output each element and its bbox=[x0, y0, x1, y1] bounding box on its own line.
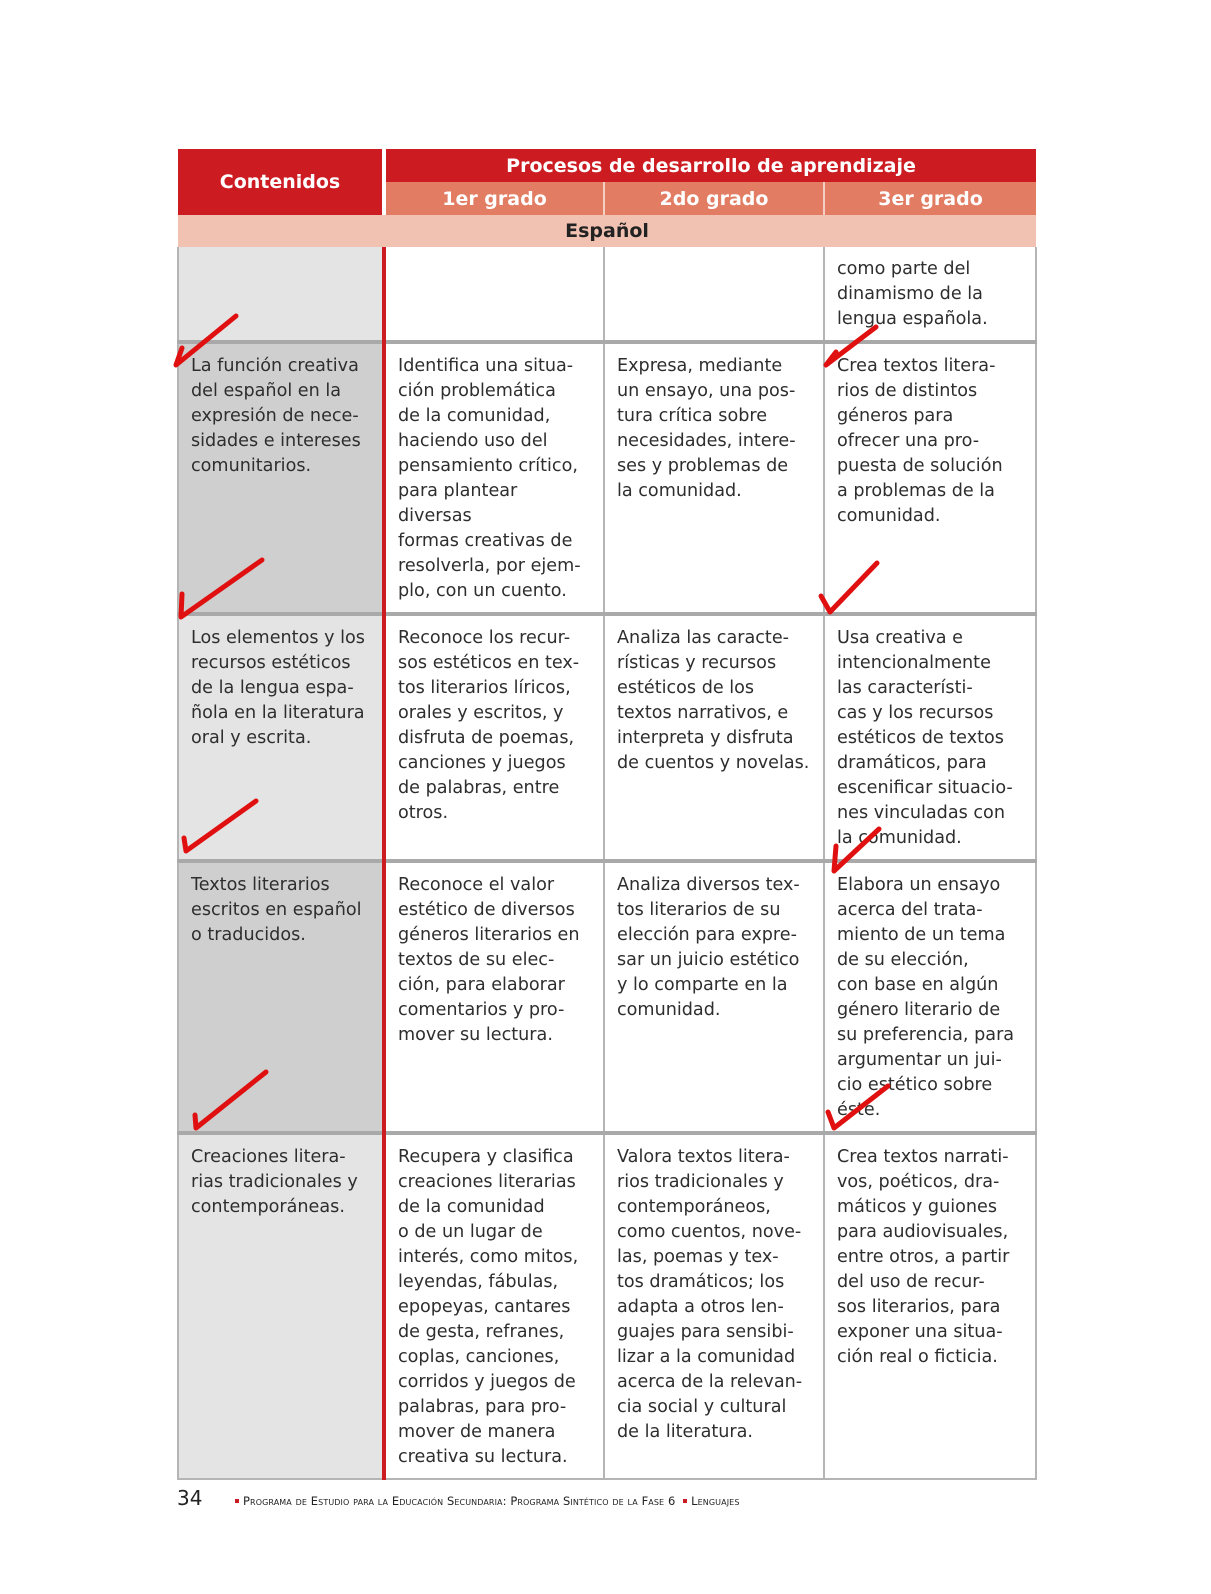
header-grade-1: 1er grado bbox=[384, 182, 604, 215]
header-grade-3: 3er grado bbox=[824, 182, 1036, 215]
subject-band: Español bbox=[178, 215, 1036, 247]
grade2-text: Analiza diversos tex- tos literarios de su elección para expre- sar un juicio estético y lo comparte en la comunidad. bbox=[617, 875, 800, 1020]
grade1-text: Identifica una situa- ción problemática de la comunidad, haciendo uso del pensamiento crítico, para plantear diversas formas creativas de resolverla, por ejem- plo, con un cuento. bbox=[398, 356, 581, 601]
bullet-square-icon bbox=[683, 1499, 687, 1503]
grade1-cell bbox=[384, 1133, 604, 1479]
grade3-text: Crea textos litera- rios de distintos géneros para ofrecer una pro- puesta de solución a problemas de la comunidad. bbox=[837, 356, 1003, 526]
grade2-cell bbox=[604, 247, 824, 342]
footer-program: Programa de Estudio para la Educación Secundaria: Programa Sintético de la Fase 6 bbox=[243, 1494, 676, 1508]
grade2-cell bbox=[604, 1133, 824, 1479]
grade3-text: Crea textos narrati- vos, poéticos, dra- máticos y guiones para audiovisuales, entre otros, a partir del uso de recur- sos literarios, para exponer una situa- ción real o ficticia. bbox=[837, 1147, 1010, 1367]
contenido-text: Textos literarios escritos en español o traducidos. bbox=[191, 875, 362, 945]
grade1-cell bbox=[384, 614, 604, 861]
grade3-text: Usa creativa e intencionalmente las característi- cas y los recursos estéticos de textos dramáticos, para escenificar situacio- nes vinculadas con la comunidad. bbox=[837, 628, 1013, 848]
curriculum-table-wrapper bbox=[177, 149, 1035, 1480]
bullet-square-icon bbox=[235, 1499, 239, 1503]
contenido-cell bbox=[178, 247, 384, 342]
table-row bbox=[178, 614, 1036, 861]
contenido-text: Creaciones litera- rias tradicionales y contemporáneas. bbox=[191, 1147, 358, 1217]
grade1-cell bbox=[384, 342, 604, 614]
grade2-text: Analiza las caracte- rísticas y recursos estéticos de los textos narrativos, e interpreta y disfruta de cuentos y novelas. bbox=[617, 628, 810, 773]
grade2-cell bbox=[604, 342, 824, 614]
footer-section: Lenguajes bbox=[691, 1494, 740, 1508]
page-number: 34 bbox=[177, 1486, 203, 1510]
grade2-cell bbox=[604, 861, 824, 1133]
table-row bbox=[178, 247, 1036, 342]
grade1-cell bbox=[384, 861, 604, 1133]
table-row bbox=[178, 342, 1036, 614]
curriculum-table bbox=[177, 149, 1037, 1480]
grade2-cell bbox=[604, 614, 824, 861]
header-grade-2: 2do grado bbox=[604, 182, 824, 215]
grade1-text: Reconoce el valor estético de diversos géneros literarios en textos de su elec- ción, para elaborar comentarios y pro- mover su lectura. bbox=[398, 875, 580, 1045]
contenido-cell bbox=[178, 1133, 384, 1479]
grade1-cell bbox=[384, 247, 604, 342]
grade3-cell bbox=[824, 1133, 1036, 1479]
table-row bbox=[178, 861, 1036, 1133]
grade3-cell bbox=[824, 614, 1036, 861]
contenido-cell bbox=[178, 342, 384, 614]
grade3-text: Elabora un ensayo acerca del trata- miento de un tema de su elección, con base en algún género literario de su preferencia, para argumentar un jui- cio estético sobre éste. bbox=[837, 875, 1015, 1120]
contenido-text: Los elementos y los recursos estéticos de la lengua espa- ñola en la literatura oral y escrita. bbox=[191, 628, 365, 748]
grade2-text: Expresa, mediante un ensayo, una pos- tura crítica sobre necesidades, intere- ses y problemas de la comunidad. bbox=[617, 356, 796, 501]
footer-running-title bbox=[235, 1494, 740, 1508]
contenido-cell bbox=[178, 614, 384, 861]
grade3-text: como parte del dinamismo de la lengua española. bbox=[837, 259, 988, 329]
contenido-text: La función creativa del español en la expresión de nece- sidades e intereses comunitarios. bbox=[191, 356, 361, 476]
grade1-text: Recupera y clasifica creaciones literarias de la comunidad o de un lugar de interés, como mitos, leyendas, fábulas, epopeyas, cantares de gesta, refranes, coplas, canciones, corridos y juegos de palabras, para pro- mover de manera creativa su lectura. bbox=[398, 1147, 579, 1467]
header-contenidos: Contenidos bbox=[178, 149, 384, 215]
grade1-text: Reconoce los recur- sos estéticos en tex- tos literarios líricos, orales y escritos, y disfruta de poemas, canciones y juegos de palabras, entre otros. bbox=[398, 628, 580, 823]
grade2-text: Valora textos litera- rios tradicionales y contemporáneos, como cuentos, nove- las, poemas y tex- tos dramáticos; los adapta a otros len- guajes para sensibi- lizar a la comunidad acerca de la relevan- cia social y cultural de la literatura. bbox=[617, 1147, 803, 1442]
table-row bbox=[178, 1133, 1036, 1479]
grade3-cell bbox=[824, 247, 1036, 342]
contenido-cell bbox=[178, 861, 384, 1133]
grade3-cell bbox=[824, 342, 1036, 614]
header-procesos: Procesos de desarrollo de aprendizaje bbox=[384, 149, 1036, 182]
grade3-cell bbox=[824, 861, 1036, 1133]
